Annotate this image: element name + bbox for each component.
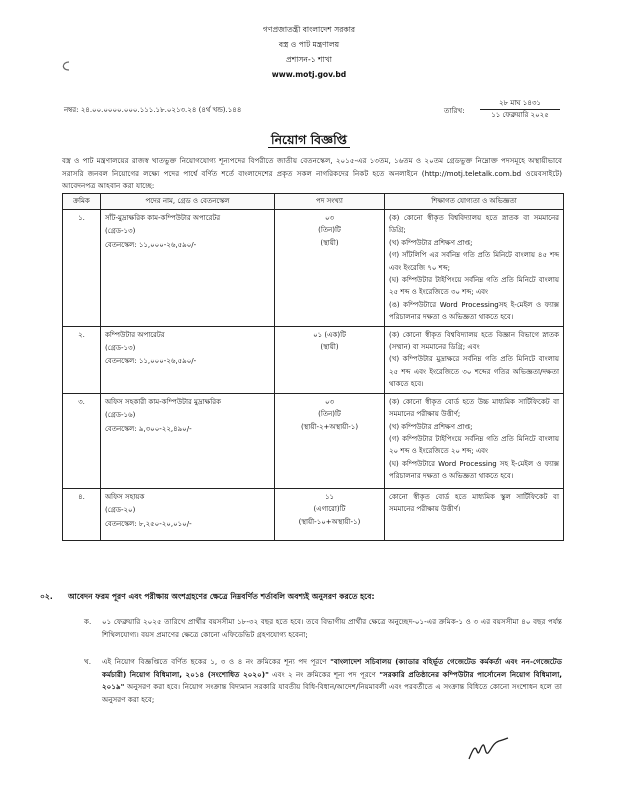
qualification-item: (খ) কম্পিউটার প্রশিক্ষণ প্রাপ্ত; bbox=[389, 238, 473, 247]
row-count bbox=[275, 210, 385, 327]
qualification-item: (ঘ) কম্পিউটার টাইপিংয়ে সর্বনিম্ন গতি প্রতি মিনিটে বাংলায় ২৫ শব্দ ও ইংরেজিতে ৩০ শব্দ; এবং bbox=[389, 276, 559, 297]
qualification-item: (ক) কোনো স্বীকৃত বিশ্ববিদ্যালয় হতে স্নাতক বা সমমানের ডিগ্রি; bbox=[389, 214, 559, 235]
intro-paragraph: বস্ত্র ও পাট মন্ত্রণালয়ের রাজস্ব খাতভুক্ত নিয়োগযোগ্য শূন্যপদের বিপরীতে জাতীয় বেতনস্কেল, ২০১৫-এর ১৩তম, ১৬তম ও ২০তম গ্রেডভুক্ত নিম্নোক্ত পদসমূহে অস্থায়ীভাবে সরাসরি জনবল নিয়োগের লক্ষ্যে পদের পার্শ্বে বর্ণিত শর্তে বাংলাদেশের প্রকৃত সকল নাগরিকদের নিকট হতে অনলাইনে (http://motj.teletalk.com.bd ওয়েবসাইটে) আবেদনপত্র আহবান করা যাচ্ছে: bbox=[62, 156, 562, 190]
header-section: প্রশাসন-১ শাখা bbox=[286, 55, 332, 64]
header-ministry: বস্ত্র ও পাট মন্ত্রণালয় bbox=[278, 40, 340, 49]
vacancy-table bbox=[62, 193, 564, 541]
memo-number: নম্বর: ২৪.০০.০০০০.০০০.১১১.১৮.০২১৩.২৪ (৪র্থ খন্ড).১৪৪ bbox=[64, 106, 242, 114]
condition-b-mid: এবং ২ নং ক্রমিকের শূন্য পদ পূরণে bbox=[268, 669, 380, 679]
condition-b bbox=[84, 656, 563, 706]
table-row bbox=[63, 210, 564, 327]
count-words: (তিন)টি bbox=[318, 410, 341, 419]
signature-initial bbox=[465, 735, 511, 765]
header-government: গণপ্রজাতন্ত্রী বাংলাদেশ সরকার bbox=[262, 25, 356, 34]
row-serial: ৩. bbox=[63, 393, 101, 488]
row-count bbox=[275, 393, 385, 488]
condition-b-label: খ. bbox=[84, 657, 92, 666]
qualification-item: (খ) কম্পিউটার প্রশিক্ষণ প্রাপ্ত; bbox=[389, 422, 473, 431]
row-qualification bbox=[385, 210, 564, 327]
table-row bbox=[63, 488, 564, 540]
row-post bbox=[101, 393, 275, 488]
post-grade: (গ্রেড-১৩) bbox=[105, 227, 136, 236]
section-2-number: ০২. bbox=[40, 592, 53, 601]
date-english: ১১ ফেব্রুয়ারি ২০২৫ bbox=[491, 111, 549, 120]
post-scale: বেতনস্কেল: ৮,২৫০-২০,০১০/- bbox=[105, 519, 192, 528]
header-qualification: শিক্ষাগত যোগ্যতা ও অভিজ্ঞতা bbox=[385, 194, 564, 210]
section-2-heading bbox=[40, 592, 374, 602]
qualification-item: (ঙ) কম্পিউটারে Word Processingসহ ই-মেইল ও ফ্যাক্স পরিচালনার দক্ষতা ও অভিজ্ঞতা থাকতে হবে। bbox=[389, 300, 559, 322]
hole-punch-mark bbox=[58, 60, 72, 72]
qualification-item: (ক) কোনো স্বীকৃত বিশ্ববিদ্যালয় হতে বিজ্ঞান বিভাগে স্নাতক (সম্মান) বা সমমানের ডিগ্রি; এবং bbox=[389, 330, 559, 352]
condition-b-pre: এই নিয়োগ বিজ্ঞপ্তিতে বর্ণিত ছকের ১, ৩ ও ৪ নং ক্রমিকের শূন্য পদ পূরণে bbox=[102, 657, 331, 666]
count-words: (এগারো)টি bbox=[313, 505, 346, 514]
post-name: সাঁট-মুদ্রাক্ষরিক কাম-কম্পিউটার অপারেটর bbox=[105, 214, 221, 222]
qualification-item: (ঘ) কম্পিউটারে Word Processing সহ ই-মেইল ও ফ্যাক্স পরিচালনার দক্ষতা ও অভিজ্ঞতা থাকতে হবে। bbox=[389, 459, 559, 481]
count-type: (স্থায়ী) bbox=[320, 238, 339, 247]
notice-title-wrap bbox=[0, 132, 618, 149]
post-grade: (গ্রেড-১৩) bbox=[105, 344, 136, 353]
post-name: অফিস সহায়ক bbox=[105, 492, 145, 501]
row-post bbox=[101, 210, 275, 327]
post-name: কম্পিউটার অপারেটর bbox=[105, 330, 165, 339]
row-serial: ১. bbox=[63, 210, 101, 327]
post-scale: বেতনস্কেল: ১১,০০০-২৬,৫৯০/- bbox=[105, 357, 197, 366]
post-name: অফিস সহকারী কাম-কম্পিউটার মুদ্রাক্ষরিক bbox=[105, 397, 222, 406]
row-serial: ৪. bbox=[63, 488, 101, 540]
condition-b-rule-2: "সরকারি প্রতিষ্ঠানের কম্পিউটার পার্সোনেল নিয়োগ বিধিমালা, ২০১৯" bbox=[102, 669, 563, 691]
count-number: ১১ bbox=[324, 492, 335, 501]
post-scale: বেতনস্কেল: ৯,৩০০-২২,৪৯০/- bbox=[105, 424, 192, 433]
table-header-row bbox=[63, 194, 564, 210]
post-scale: বেতনস্কেল: ১১,০০০-২৬,৫৯০/- bbox=[105, 240, 197, 249]
header-serial: ক্রমিক bbox=[63, 194, 101, 210]
row-count bbox=[275, 326, 385, 393]
condition-a-text: ০১ ফেব্রুয়ারি ২০২৫ তারিখে প্রার্থীর বয়সসীমা ১৮-৩২ বছর হতে হবে। তবে বিভাগীয় প্রার্থীর ক্ষেত্রে অনুচ্ছেদ-০১-এর ক্রমিক-১ ও ৩ এর বয়সসীমা ৪০ বছর পর্যন্ত শিথিলযোগ্য। বয়স প্রমাণের ক্ষেত্রে কোনো এফিডেভিট গ্রহণযোগ্য হবেনা; bbox=[102, 617, 562, 639]
count-number: ০৩ bbox=[324, 397, 335, 406]
row-post bbox=[101, 326, 275, 393]
row-qualification bbox=[385, 488, 564, 540]
header-website-link[interactable]: www.motj.gov.bd bbox=[271, 70, 347, 79]
date-label: তারিখ: bbox=[444, 106, 465, 115]
count-number: ০১ (এক)টি bbox=[313, 330, 346, 339]
table-row bbox=[63, 326, 564, 393]
count-type: (স্থায়ী-২+অস্থায়ী-১) bbox=[300, 422, 359, 431]
condition-a-label: ক. bbox=[84, 617, 92, 626]
row-post bbox=[101, 488, 275, 540]
post-grade: (গ্রেড-১৬) bbox=[105, 411, 136, 420]
qualification-item: (গ) কম্পিউটার টাইপিংয়ে সর্বনিম্ন গতি প্রতি মিনিটে বাংলায় ২০ শব্দ ও ইংরেজিতে ২০ শব্দ; এবং bbox=[389, 434, 559, 456]
condition-b-rule-1: "বাংলাদেশ সচিবালয় (ক্যাডার বহির্ভূত গেজেটেড কর্মকর্তা এবং নন-গেজেটেড কর্মচারী) নিয়োগ বিধিমালা, ২০১৪ (সংশোধিত ২০২০)" bbox=[102, 657, 562, 679]
row-serial: ২. bbox=[63, 326, 101, 393]
section-2-title: আবেদন ফরম পূরণ এবং পরীক্ষায় অংশগ্রহণের ক্ষেত্রে নিম্নবর্ণিত শর্তাবলি অবশ্যই অনুসরণ করতে হবে: bbox=[68, 592, 375, 601]
qualification-item: (গ) সাঁটলিপি এর সর্বনিম্ন গতি প্রতি মিনিটে বাংলায় ৪৫ শব্দ এবং ইংরেজি ৭০ শব্দ; bbox=[389, 251, 559, 272]
count-words: (তিন)টি bbox=[318, 226, 341, 235]
post-grade: (গ্রেড-২০) bbox=[105, 506, 136, 515]
office-header bbox=[0, 22, 618, 82]
condition-b-post: অনুসরণ করা হবে। নিয়োগ সংক্রান্ত বিদ্যমান সরকারি যাবতীয় বিধি-বিধান/আদেশ/নিয়মাবলী এবং পরবর্তীতে এ সংক্রান্ত বিধিতে কোনো সংশোধন হলে তা অনুসরণ করা হবে; bbox=[102, 682, 562, 704]
count-type: (স্থায়ী) bbox=[320, 343, 339, 352]
row-count bbox=[275, 488, 385, 540]
header-post: পদের নাম, গ্রেড ও বেতনস্কেল bbox=[101, 194, 275, 210]
qualification-item: (ক) কোনো স্বীকৃত বোর্ড হতে উচ্চ মাধ্যমিক সার্টিফিকেট বা সমমানের পরীক্ষায় উত্তীর্ণ; bbox=[389, 397, 559, 419]
notice-title: নিয়োগ বিজ্ঞপ্তি bbox=[268, 132, 350, 148]
row-qualification bbox=[385, 326, 564, 393]
date-box bbox=[480, 98, 560, 122]
count-number: ০৩ bbox=[324, 214, 335, 222]
qualification-item: (খ) কম্পিউটার মুদ্রাক্ষরে সর্বনিম্ন গতি প্রতি মিনিটে বাংলায় ২৫ শব্দ এবং ইংরেজিতে ৩০ শব্দের গতির অভিজ্ঞতা/দক্ষতা থাকতে হবে। bbox=[389, 355, 559, 389]
qualification-item: কোনো স্বীকৃত বোর্ড হতে মাধ্যমিক স্কুল সার্টিফিকেট বা সমমানের পরীক্ষায় উত্তীর্ণ। bbox=[389, 492, 559, 514]
row-qualification bbox=[385, 393, 564, 488]
count-type: (স্থায়ী-১০+অস্থায়ী-১) bbox=[298, 517, 361, 526]
condition-a bbox=[84, 616, 562, 641]
date-bangla: ২৮ মাঘ ১৪৩১ bbox=[480, 98, 560, 110]
table-row bbox=[63, 393, 564, 488]
header-count: পদ সংখ্যা bbox=[275, 194, 385, 210]
